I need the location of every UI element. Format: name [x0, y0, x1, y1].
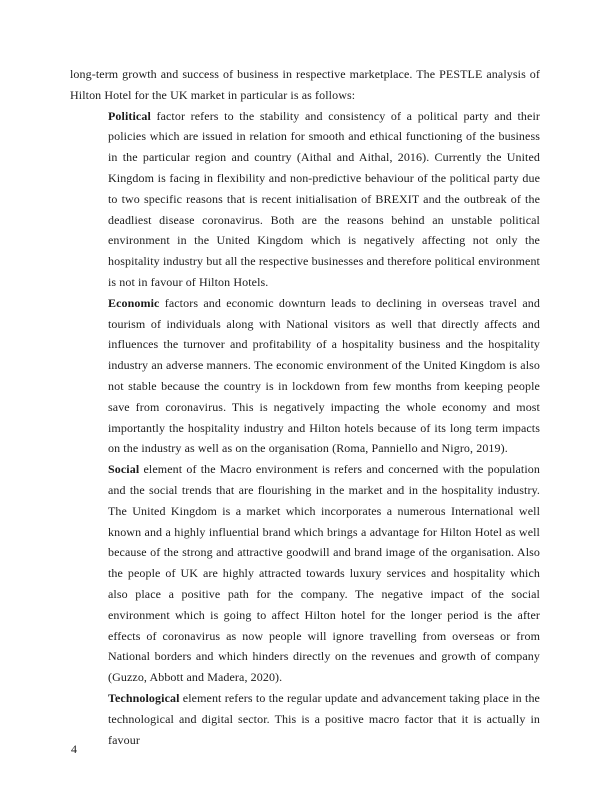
pestle-paragraph-economic	[108, 293, 540, 459]
page-body	[70, 64, 540, 750]
pestle-term-economic: Economic	[108, 295, 160, 310]
pestle-term-political: Political	[108, 108, 151, 123]
pestle-text-economic: factors and economic downturn leads to declining in overseas travel and tourism of individuals along with National visitors as well that directly affects and influences the turnover and profitability of a hospitality business and the hospitality industry an adverse manners. The economic environment of the United Kingdom is also not stable because the country is in lockdown from few months from keeping people save from coronavirus. This is negatively impacting the whole economy and most importantly the hospitality industry and Hilton hotels because of its long term impacts on the industry as well as on the organisation (Roma, Panniello and Nigro, 2019).	[108, 295, 540, 456]
pestle-text-technological: element refers to the regular update and advancement taking place in the technological and digital sector. This is a positive macro factor that it is actually in favour	[108, 690, 540, 747]
pestle-text-social: element of the Macro environment is refers and concerned with the population and the social trends that are flourishing in the market and in the hospitality industry. The United Kingdom is a market which incorporates a numerous International well known and a highly influential brand which brings a advantage for Hilton Hotel as well because of the strong and attractive goodwill and brand image of the organisation. Also the people of UK are highly attracted towards luxury services and hospitality which also place a positive path for the company. The negative impact of the social environment which is going to affect Hilton hotel for the longer period is the after effects of coronavirus as now people will ignore travelling from overseas or from National borders and which hinders directly on the revenues and growth of company (Guzzo, Abbott and Madera, 2020).	[108, 462, 540, 685]
pestle-paragraph-political	[108, 106, 540, 293]
page-number: 4	[71, 742, 77, 756]
pestle-paragraph-social	[108, 459, 540, 688]
pestle-term-technological: Technological	[108, 690, 180, 705]
pestle-term-social: Social	[108, 462, 140, 477]
pestle-text-political: factor refers to the stability and consistency of a political party and their policies which are issued in relation for smooth and ethical functioning of the business in the particular region and country (Aithal and Aithal, 2016). Currently the United Kingdom is facing in flexibility and non-predictive behaviour of the political party due to two specific reasons that is recent initialisation of BREXIT and the outbreak of the deadliest disease coronavirus. Both are the reasons behind an unstable political environment in the United Kingdom which is negatively affecting not only the hospitality industry but all the respective businesses and therefore political environment is not in favour of Hilton Hotels.	[108, 108, 540, 289]
pestle-paragraph-technological	[108, 688, 540, 750]
intro-paragraph: long-term growth and success of business in respective marketplace. The PESTLE analysis of Hilton Hotel for the UK market in particular is as follows:	[70, 67, 540, 102]
